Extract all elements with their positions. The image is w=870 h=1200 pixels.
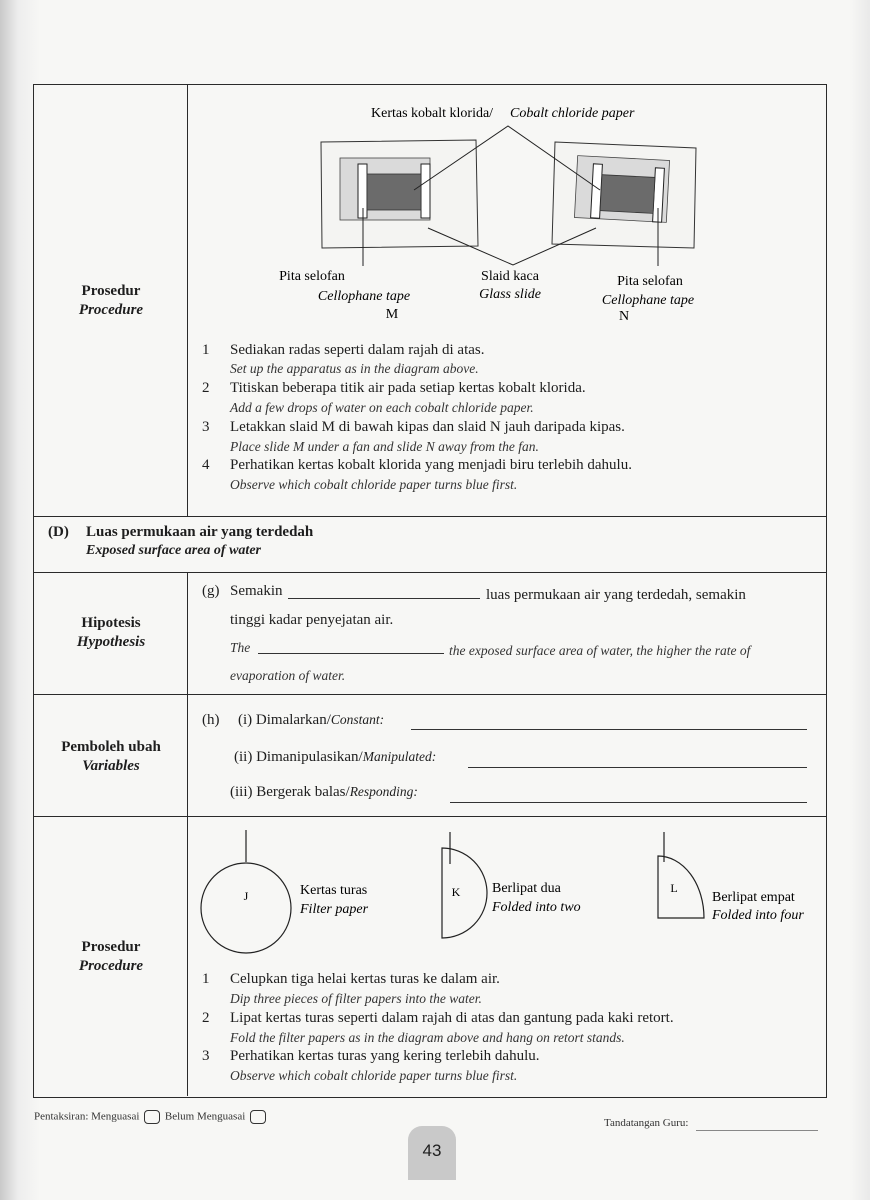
- step-number: 3: [202, 1048, 210, 1064]
- label-l-en: Folded into four: [712, 908, 804, 923]
- variables-letter: (h): [202, 712, 220, 728]
- variables-label: Pemboleh ubah Variables: [61, 739, 161, 774]
- responding-label: (iii) Bergerak balas/Responding:: [230, 784, 418, 800]
- step-text-en: Add a few drops of water on each cobalt chloride paper.: [230, 400, 534, 415]
- step-text-en: Observe which cobalt chloride paper turns blue first.: [230, 1068, 518, 1083]
- filter-paper-l: [658, 856, 704, 918]
- mastered-checkbox[interactable]: [144, 1110, 160, 1124]
- step-text-ms: Letakkan slaid M di bawah kipas dan slaid N jauh daripada kipas.: [230, 419, 625, 435]
- manipulated-label: (ii) Dimanipulasikan/Manipulated:: [234, 749, 437, 765]
- section-d-subtitle: Exposed surface area of water: [86, 543, 261, 558]
- signature-label: Tandatangan Guru:: [604, 1117, 689, 1129]
- step-number: 3: [202, 419, 210, 435]
- assessment-label: Pentaksiran: Menguasai: [34, 1110, 140, 1123]
- section-d-letter: (D): [48, 524, 69, 540]
- step-number: 2: [202, 1010, 210, 1026]
- hypothesis-blank-ms[interactable]: [288, 598, 480, 599]
- section-d-title: Luas permukaan air yang terdedah: [86, 524, 314, 540]
- cobalt-chloride-diagram: [188, 90, 824, 330]
- label-j-en: Filter paper: [300, 902, 369, 917]
- hypothesis-blank-en[interactable]: [258, 653, 444, 654]
- label-l-ms: Berlipat empat: [712, 890, 795, 905]
- constant-label: (i) Dimalarkan/Constant:: [238, 712, 385, 728]
- signature-blank[interactable]: [696, 1130, 818, 1131]
- not-mastered-label: Belum Menguasai: [164, 1110, 246, 1123]
- label-slide-ms: Slaid kaca: [481, 269, 539, 284]
- row-divider-1: [33, 516, 826, 517]
- label-tape-m-en: Cellophane tape: [317, 289, 411, 304]
- page-number: 43: [408, 1126, 456, 1180]
- cobalt-paper-n: [600, 175, 655, 214]
- hypothesis-text-a: Semakin: [230, 583, 283, 599]
- label-k-en: Folded into two: [492, 900, 581, 915]
- step-number: 1: [202, 971, 210, 987]
- step-text-en: Fold the filter papers as in the diagram above and hang on retort stands.: [230, 1030, 625, 1045]
- row-divider-2: [33, 572, 826, 573]
- label-k-ms: Berlipat dua: [492, 881, 561, 896]
- filter-paper-k: [442, 848, 487, 938]
- step-text-ms: Lipat kertas turas seperti dalam rajah di atas dan gantung pada kaki retort.: [230, 1010, 674, 1026]
- responding-blank[interactable]: [450, 802, 807, 803]
- cobalt-paper-m: [367, 174, 421, 210]
- letter-j: J: [243, 889, 249, 903]
- hypothesis-letter: (g): [202, 583, 220, 599]
- procedure-label-1: Prosedur Procedure: [78, 283, 144, 318]
- step-text-en: Observe which cobalt chloride paper turns blue first.: [230, 477, 518, 492]
- filter-paper-diagram: [188, 824, 824, 964]
- diagram1-caption-ms: Kertas kobalt klorida/: [371, 106, 494, 121]
- label-tape-n-ms: Pita selofan: [617, 274, 683, 289]
- step-text-ms: Celupkan tiga helai kertas turas ke dalam air.: [230, 971, 500, 987]
- step-text-en: Set up the apparatus as in the diagram above.: [230, 361, 479, 376]
- letter-k: K: [451, 885, 461, 899]
- label-tape-m-ms: Pita selofan: [279, 269, 345, 284]
- manipulated-blank[interactable]: [468, 767, 807, 768]
- hypothesis-en-b: the exposed surface area of water, the higher the rate of: [449, 643, 751, 658]
- hypothesis-label: Hipotesis Hypothesis: [76, 615, 146, 650]
- not-mastered-checkbox[interactable]: [250, 1110, 266, 1124]
- label-m: M: [385, 307, 399, 322]
- step-number: 4: [202, 457, 210, 473]
- step-text-en: Place slide M under a fan and slide N away from the fan.: [230, 439, 539, 454]
- hypothesis-text-c: tinggi kadar penyejatan air.: [230, 612, 394, 628]
- label-n: N: [618, 309, 630, 324]
- row-divider-3: [33, 694, 826, 695]
- procedure-label-2: Prosedur Procedure: [78, 939, 144, 974]
- hypothesis-text-b: luas permukaan air yang terdedah, semakin: [486, 587, 746, 603]
- constant-blank[interactable]: [411, 729, 807, 730]
- step-text-en: Dip three pieces of filter papers into the water.: [230, 991, 482, 1006]
- step-text-ms: Titiskan beberapa titik air pada setiap kertas kobalt klorida.: [230, 380, 586, 396]
- tape-left-m-2: [421, 164, 430, 218]
- label-j-ms: Kertas turas: [300, 883, 368, 898]
- label-slide-en: Glass slide: [479, 287, 541, 302]
- step-text-ms: Perhatikan kertas kobalt klorida yang menjadi biru terlebih dahulu.: [230, 457, 632, 473]
- hypothesis-en-c: evaporation of water.: [230, 668, 346, 683]
- hypothesis-en-a: The: [230, 640, 251, 655]
- label-tape-n-en: Cellophane tape: [601, 293, 695, 308]
- filter-paper-j: [201, 863, 291, 953]
- step-text-ms: Sediakan radas seperti dalam rajah di atas.: [230, 342, 485, 358]
- step-number: 1: [202, 342, 210, 358]
- letter-l: L: [670, 881, 678, 895]
- row-divider-4: [33, 816, 826, 817]
- assessment-row: [34, 1110, 268, 1124]
- step-number: 2: [202, 380, 210, 396]
- step-text-ms: Perhatikan kertas turas yang kering terlebih dahulu.: [230, 1048, 540, 1064]
- diagram1-caption-en: Cobalt chloride paper: [510, 106, 635, 121]
